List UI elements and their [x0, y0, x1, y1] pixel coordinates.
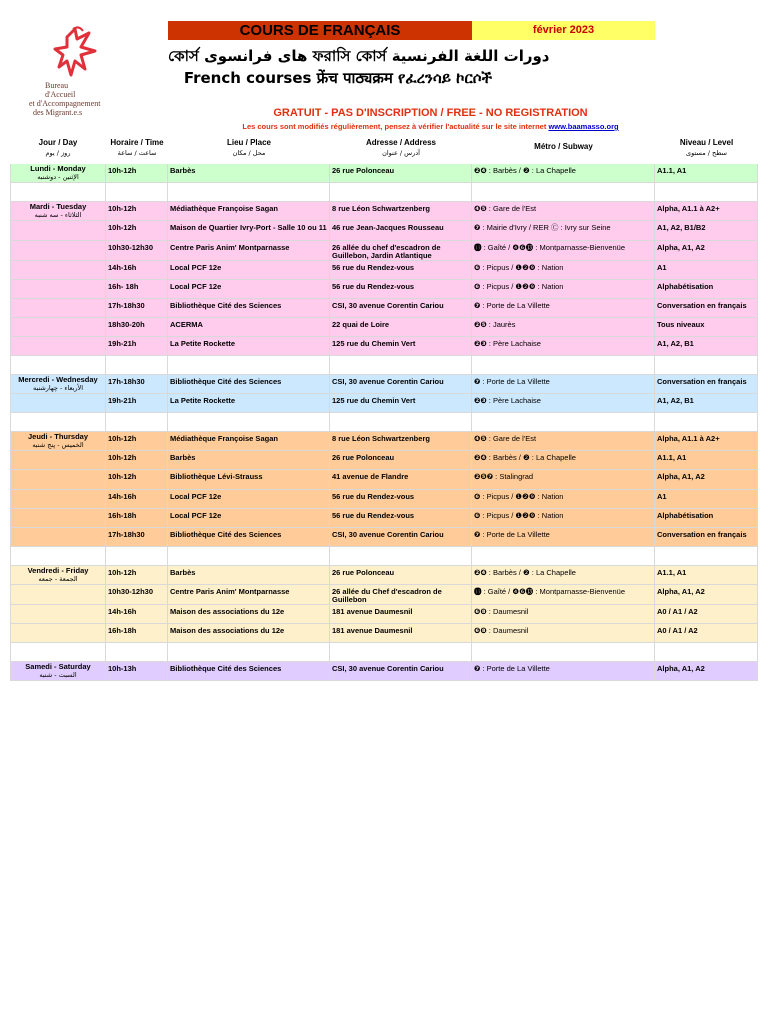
day-cell [10, 164, 106, 183]
address-cell: 22 quai de Loire [330, 318, 472, 337]
time-cell [106, 413, 168, 432]
day-cell [10, 221, 106, 241]
address-cell: 26 rue Polonceau [330, 164, 472, 183]
day-label: Mercredi - Wednesday [18, 375, 98, 384]
day-cell [10, 299, 106, 318]
time-cell: 16h- 18h [106, 280, 168, 299]
metro-cell [472, 164, 655, 183]
table-row [10, 566, 758, 585]
notice-label: Les cours sont modifiés régulièrement, pensez à vérifier l'actualité sur le site internet [242, 122, 549, 131]
time-cell: 14h-16h [106, 605, 168, 624]
day-cell [10, 662, 106, 681]
metro-line-icon: ❷❹ [474, 568, 487, 577]
address-cell: 56 rue du Rendez-vous [330, 509, 472, 528]
day-cell [10, 280, 106, 299]
level-cell: A1 [655, 261, 758, 280]
time-cell: 14h-16h [106, 261, 168, 280]
time-cell: 10h-12h [106, 221, 168, 241]
level-cell: A1.1, A1 [655, 566, 758, 585]
metro-line-icon: ❼ [474, 377, 481, 386]
metro-cell [472, 643, 655, 662]
metro-cell [472, 413, 655, 432]
day-label-translation: السبت - شنبه [39, 671, 77, 679]
metro-cell [472, 585, 655, 605]
metro-cell [472, 605, 655, 624]
table-row [10, 432, 758, 451]
place-cell: Bibliothèque Cité des Sciences [168, 662, 330, 681]
time-cell: 17h-18h30 [106, 299, 168, 318]
place-cell: ACERMA [168, 318, 330, 337]
level-cell: Alpha, A1, A2 [655, 241, 758, 261]
day-cell [10, 490, 106, 509]
day-cell [10, 183, 106, 202]
place-cell: Maison de Quartier Ivry-Port - Salle 10 ou 11 [168, 221, 330, 241]
day-cell [10, 241, 106, 261]
metro-line-icon: ❻ [474, 282, 481, 291]
table-row [10, 528, 758, 547]
metro-line-icon: ❷❸ [474, 396, 487, 405]
metro-cell [472, 337, 655, 356]
col-header-place [168, 138, 330, 158]
day-cell [10, 547, 106, 566]
level-cell: A0 / A1 / A2 [655, 605, 758, 624]
time-cell: 16h-18h [106, 509, 168, 528]
time-cell [106, 183, 168, 202]
metro-line-icon: ❻ [474, 492, 481, 501]
metro-cell [472, 490, 655, 509]
place-cell: Local PCF 12e [168, 490, 330, 509]
table-row [10, 375, 758, 394]
address-cell: 8 rue Léon Schwartzenberg [330, 432, 472, 451]
col-header-label: Jour / Day [38, 138, 78, 147]
level-cell: A1, A2, B1 [655, 394, 758, 413]
level-cell [655, 183, 758, 202]
address-cell [330, 643, 472, 662]
time-cell: 19h-21h [106, 337, 168, 356]
address-cell [330, 413, 472, 432]
place-cell: Médiathèque Françoise Sagan [168, 432, 330, 451]
level-cell: Alpha, A1, A2 [655, 470, 758, 490]
level-cell: Alpha, A1.1 à A2+ [655, 432, 758, 451]
place-cell [168, 356, 330, 375]
metro-cell [472, 432, 655, 451]
address-cell: 26 allée du chef d'escadron de Guillebon, Jardin Atlantique [330, 241, 472, 261]
level-cell: Conversation en français [655, 299, 758, 318]
metro-line-icon: ❷❹ [474, 453, 487, 462]
place-cell: Bibliothèque Lévi-Strauss [168, 470, 330, 490]
place-cell: Maison des associations du 12e [168, 624, 330, 643]
metro-station: : Picpus / ❶❷❾ : Nation [480, 282, 564, 291]
day-label-translation: الخميس - پنج شنبه [32, 441, 84, 449]
place-cell: Barbès [168, 566, 330, 585]
metro-station: : Picpus / ❶❷❾ : Nation [480, 492, 564, 501]
metro-station: : Picpus / ❶❷❾ : Nation [480, 263, 564, 272]
address-cell: CSI, 30 avenue Corentin Cariou [330, 299, 472, 318]
place-cell: Maison des associations du 12e [168, 605, 330, 624]
day-cell [10, 643, 106, 662]
metro-cell [472, 394, 655, 413]
level-cell [655, 356, 758, 375]
table-row-spacer [10, 356, 758, 375]
metro-station: : Porte de La Villette [480, 301, 550, 310]
metro-line-icon: ❼ [474, 301, 481, 310]
table-row [10, 202, 758, 221]
logo-text-line: d'Accueil [45, 90, 76, 99]
metro-station: : Père Lachaise [486, 396, 541, 405]
metro-cell [472, 375, 655, 394]
address-cell: 26 allée du Chef d'escadron de Guillebon [330, 585, 472, 605]
address-cell: 56 rue du Rendez-vous [330, 490, 472, 509]
col-header-sub: سطح / مستوى [686, 149, 727, 157]
time-cell: 10h30-12h30 [106, 241, 168, 261]
metro-line-icon: ❷❺❼ [474, 472, 494, 481]
metro-station: : Gare de l'Est [486, 434, 537, 443]
day-cell [10, 261, 106, 280]
level-cell: A1 [655, 490, 758, 509]
day-cell [10, 432, 106, 451]
level-cell: Alpha, A1.1 à A2+ [655, 202, 758, 221]
logo-text-line: et d'Accompagnement [29, 99, 101, 108]
day-cell [10, 413, 106, 432]
level-cell: Conversation en français [655, 528, 758, 547]
metro-line-icon: ❻❽ [474, 626, 487, 635]
table-row [10, 470, 758, 490]
day-cell [10, 528, 106, 547]
address-cell: CSI, 30 avenue Corentin Cariou [330, 528, 472, 547]
logo-text-line: Bureau [45, 81, 69, 90]
metro-station: : Picpus / ❶❷❾ : Nation [480, 511, 564, 520]
time-cell: 10h-13h [106, 662, 168, 681]
metro-line-icon: ❻ [474, 263, 481, 272]
multilingual-title-line-1: কোর্স های فرانسوی ফরাসি কোর্স دورات اللغة الفرنسية [168, 47, 550, 65]
day-cell [10, 624, 106, 643]
level-cell: A1, A2, B1 [655, 337, 758, 356]
level-cell: Conversation en français [655, 375, 758, 394]
metro-line-icon: ❷❹ [474, 166, 487, 175]
level-cell: Alpha, A1, A2 [655, 662, 758, 681]
col-header-label: Métro / Subway [534, 142, 593, 151]
time-cell: 19h-21h [106, 394, 168, 413]
col-header-label: Lieu / Place [226, 138, 272, 147]
col-header-time [106, 138, 168, 158]
metro-line-icon: ⓭ [474, 587, 482, 596]
multilingual-title-line-2: French courses फ्रेंच पाठ्यक्रम የፈረንሳይ ኮርሶች [183, 69, 493, 87]
time-cell: 10h-12h [106, 470, 168, 490]
day-cell [10, 451, 106, 470]
day-label-translation: الثلاثاء - سه شنبه [34, 211, 82, 219]
day-label-translation: الأربعاء - چهارشنبه [32, 384, 84, 392]
col-header-sub: محل / مكان [232, 149, 266, 157]
time-cell: 17h-18h30 [106, 528, 168, 547]
col-header-address [330, 138, 472, 158]
day-label: Vendredi - Friday [27, 566, 89, 575]
time-cell: 10h30-12h30 [106, 585, 168, 605]
metro-station: : Gaîté / ❹❻⓭ : Montparnasse-Bienvenüe [481, 587, 626, 596]
level-cell [655, 643, 758, 662]
table-row [10, 299, 758, 318]
col-header-level [655, 138, 758, 158]
metro-station: : Porte de La Villette [480, 530, 550, 539]
place-cell: Centre Paris Anim' Montparnasse [168, 241, 330, 261]
metro-line-icon: ❹❺ [474, 434, 487, 443]
time-cell [106, 643, 168, 662]
place-cell: Bibliothèque Cité des Sciences [168, 299, 330, 318]
day-label-translation: الجمعة - جمعه [38, 575, 78, 583]
day-cell [10, 202, 106, 221]
place-cell: Bibliothèque Cité des Sciences [168, 375, 330, 394]
metro-station: : Barbès / ❷ : La Chapelle [486, 453, 576, 462]
address-cell: 56 rue du Rendez-vous [330, 261, 472, 280]
metro-cell [472, 241, 655, 261]
time-cell: 10h-12h [106, 566, 168, 585]
place-cell [168, 547, 330, 566]
day-cell [10, 605, 106, 624]
metro-station: : Gare de l'Est [486, 204, 537, 213]
place-cell: Centre Paris Anim' Montparnasse [168, 585, 330, 605]
table-row [10, 605, 758, 624]
time-cell: 10h-12h [106, 164, 168, 183]
table-row-spacer [10, 413, 758, 432]
address-cell: 26 rue Polonceau [330, 566, 472, 585]
metro-line-icon: ❼ [474, 530, 481, 539]
address-cell: 46 rue Jean-Jacques Rousseau [330, 221, 472, 241]
time-cell [106, 547, 168, 566]
day-cell [10, 318, 106, 337]
place-cell: Barbès [168, 164, 330, 183]
day-cell [10, 470, 106, 490]
place-cell: La Petite Rockette [168, 394, 330, 413]
table-row [10, 490, 758, 509]
address-cell: 26 rue Polonceau [330, 451, 472, 470]
place-cell: Médiathèque Françoise Sagan [168, 202, 330, 221]
level-cell: Alpha, A1, A2 [655, 585, 758, 605]
day-cell [10, 585, 106, 605]
metro-station: : Daumesnil [486, 626, 529, 635]
time-cell: 17h-18h30 [106, 375, 168, 394]
time-cell: 10h-12h [106, 451, 168, 470]
metro-station: : Gaîté / ❹❻⓭ : Montparnasse-Bienvenüe [481, 243, 626, 252]
metro-station: : Barbès / ❷ : La Chapelle [486, 166, 576, 175]
metro-line-icon: ❼ [474, 664, 481, 673]
metro-line-icon: ❼ [474, 223, 481, 232]
address-cell: 41 avenue de Flandre [330, 470, 472, 490]
day-cell [10, 337, 106, 356]
metro-cell [472, 528, 655, 547]
metro-cell [472, 202, 655, 221]
metro-station: : Stalingrad [493, 472, 534, 481]
metro-cell [472, 280, 655, 299]
address-cell [330, 547, 472, 566]
metro-cell [472, 451, 655, 470]
address-cell: 181 avenue Daumesnil [330, 624, 472, 643]
level-cell: Tous niveaux [655, 318, 758, 337]
place-cell: Barbès [168, 451, 330, 470]
col-header-metro [472, 138, 655, 152]
free-banner: GRATUIT - PAS D'INSCRIPTION / FREE - NO REGISTRATION [273, 107, 588, 119]
level-cell: A1.1, A1 [655, 164, 758, 183]
metro-station: : Porte de La Villette [480, 664, 550, 673]
table-row [10, 164, 758, 183]
col-header-day [10, 138, 106, 158]
address-cell [330, 183, 472, 202]
metro-cell [472, 318, 655, 337]
table-row [10, 451, 758, 470]
metro-station: : Jaurès [486, 320, 516, 329]
table-row-spacer [10, 547, 758, 566]
day-label: Mardi - Tuesday [29, 202, 87, 211]
col-header-label: Adresse / Address [366, 138, 436, 147]
place-cell [168, 643, 330, 662]
metro-line-icon: ❻❽ [474, 607, 487, 616]
table-row [10, 509, 758, 528]
time-cell [106, 356, 168, 375]
table-row [10, 337, 758, 356]
address-cell: 125 rue du Chemin Vert [330, 394, 472, 413]
table-row [10, 221, 758, 241]
day-label: Jeudi - Thursday [27, 432, 88, 441]
metro-cell [472, 299, 655, 318]
metro-line-icon: ❹❺ [474, 204, 487, 213]
level-cell: Alphabétisation [655, 509, 758, 528]
metro-cell [472, 547, 655, 566]
level-cell: Alphabétisation [655, 280, 758, 299]
metro-cell [472, 662, 655, 681]
day-cell [10, 509, 106, 528]
metro-cell [472, 221, 655, 241]
time-cell: 18h30-20h [106, 318, 168, 337]
address-cell [330, 356, 472, 375]
metro-cell [472, 624, 655, 643]
day-cell [10, 394, 106, 413]
time-cell: 10h-12h [106, 432, 168, 451]
place-cell: Local PCF 12e [168, 280, 330, 299]
metro-station: : Père Lachaise [486, 339, 541, 348]
level-cell: A1, A2, B1/B2 [655, 221, 758, 241]
metro-cell [472, 566, 655, 585]
logo [15, 25, 123, 120]
level-cell [655, 413, 758, 432]
table-row [10, 261, 758, 280]
time-cell: 16h-18h [106, 624, 168, 643]
col-header-sub: روز / يوم [45, 149, 71, 157]
place-cell: Local PCF 12e [168, 261, 330, 280]
metro-station: : Mairie d'Ivry / RER Ⓒ : Ivry sur Seine [480, 223, 611, 232]
level-cell [655, 547, 758, 566]
metro-station: : Barbès / ❷ : La Chapelle [486, 568, 576, 577]
table-row [10, 585, 758, 605]
table-row [10, 241, 758, 261]
time-cell: 10h-12h [106, 202, 168, 221]
table-row [10, 624, 758, 643]
table-row [10, 662, 758, 681]
table-row [10, 394, 758, 413]
logo-text-line: des Migrant.e.s [33, 108, 83, 117]
metro-station: : Daumesnil [486, 607, 529, 616]
time-cell: 14h-16h [106, 490, 168, 509]
day-cell [10, 566, 106, 585]
col-header-label: Niveau / Level [679, 138, 734, 147]
date-badge: février 2023 [472, 21, 655, 40]
col-header-label: Horaire / Time [110, 138, 164, 147]
day-cell [10, 375, 106, 394]
metro-line-icon: ❷❺ [474, 320, 487, 329]
day-label: Lundi - Monday [30, 164, 86, 173]
table-row [10, 280, 758, 299]
address-cell: CSI, 30 avenue Corentin Cariou [330, 662, 472, 681]
address-cell: 181 avenue Daumesnil [330, 605, 472, 624]
metro-cell [472, 356, 655, 375]
table-row [10, 318, 758, 337]
metro-cell [472, 261, 655, 280]
place-cell: Local PCF 12e [168, 509, 330, 528]
metro-line-icon: ⓭ [474, 243, 482, 252]
metro-cell [472, 470, 655, 490]
day-label: Samedi - Saturday [25, 662, 91, 671]
col-header-sub: آدرس / عنوان [382, 149, 420, 157]
day-cell [10, 356, 106, 375]
address-cell: CSI, 30 avenue Corentin Cariou [330, 375, 472, 394]
metro-line-icon: ❷❸ [474, 339, 487, 348]
col-header-sub: ساعت / ساعة [117, 149, 157, 157]
metro-station: : Porte de La Villette [480, 377, 550, 386]
place-cell: La Petite Rockette [168, 337, 330, 356]
place-cell: Bibliothèque Cité des Sciences [168, 528, 330, 547]
address-cell: 56 rue du Rendez-vous [330, 280, 472, 299]
page-title: COURS DE FRANÇAIS [168, 21, 472, 40]
metro-line-icon: ❻ [474, 511, 481, 520]
metro-cell [472, 509, 655, 528]
address-cell: 125 rue du Chemin Vert [330, 337, 472, 356]
notice-text [168, 122, 693, 131]
place-cell [168, 183, 330, 202]
place-cell [168, 413, 330, 432]
table-row-spacer [10, 643, 758, 662]
website-link[interactable]: www.baamasso.org [548, 122, 619, 131]
level-cell: A0 / A1 / A2 [655, 624, 758, 643]
day-label-translation: الإثنين - دوشنبه [37, 173, 79, 181]
table-row-spacer [10, 183, 758, 202]
metro-cell [472, 183, 655, 202]
address-cell: 8 rue Léon Schwartzenberg [330, 202, 472, 221]
level-cell: A1.1, A1 [655, 451, 758, 470]
